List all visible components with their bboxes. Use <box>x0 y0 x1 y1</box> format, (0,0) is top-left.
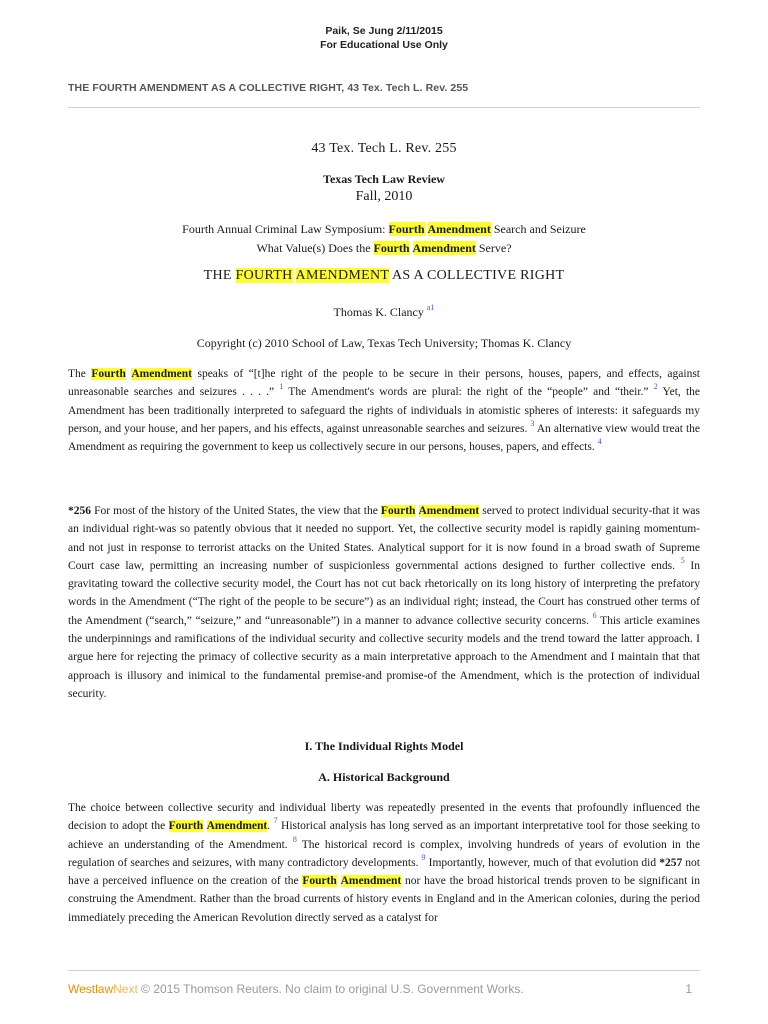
search-highlight: Fourth <box>388 222 425 236</box>
paragraph-text: Historical analysis has long served as an important interpretative tool for those seeking to achieve an understanding of the Amendment. <box>68 820 700 851</box>
header-divider <box>68 107 700 108</box>
copyright-notice: © 2015 Thomson Reuters. No claim to original U.S. Government Works. <box>137 982 524 996</box>
footnote-link[interactable]: 1 <box>279 382 284 392</box>
paragraph-text: The choice between collective security and individual liberty was repeatedly presented in the events that profoundly influenced the decision to adopt the <box>68 802 700 833</box>
subsection-heading: A. Historical Background <box>318 770 450 784</box>
paragraph-text: In gravitating toward the collective security model, the Court has not cut back rhetorically on its long history of interpreting the prefatory words in the Amendment (“The right of the people to be secure”) as an individual right; instead, the Court has construed other terms of the Amendment (“search,” “seizure,” and “unreasonable”) in a manner to advance collective security concerns. <box>68 559 700 627</box>
star-page-marker: *256 <box>68 505 91 517</box>
star-page-marker: *257 <box>659 856 683 869</box>
body-paragraph <box>68 365 700 456</box>
search-highlight: Amendment <box>340 875 402 888</box>
symposium-text: What Value(s) Does the <box>256 241 374 255</box>
search-highlight: Fourth <box>373 241 410 255</box>
search-highlight: Amendment <box>418 505 480 517</box>
footnote-link[interactable]: 9 <box>421 852 426 862</box>
search-highlight: Fourth <box>168 820 204 833</box>
search-highlight: Amendment <box>206 820 268 833</box>
journal-name: Texas Tech Law Review <box>323 172 445 186</box>
header-user-date: Paik, Se Jung 2/11/2015 <box>325 25 443 37</box>
running-title: THE FOURTH AMENDMENT AS A COLLECTIVE RIGHT, 43 Tex. Tech L. Rev. 255 <box>68 82 469 94</box>
copyright-line: Copyright (c) 2010 School of Law, Texas Tech University; Thomas K. Clancy <box>196 336 572 350</box>
paragraph-text: speaks of “[t]he right of the people to be secure in their persons, houses, papers, and effects, against unreasonable searches and seizures . . . .” <box>68 368 701 399</box>
section-heading: I. The Individual Rights Model <box>304 739 464 753</box>
paragraph-text: An alternative view would treat the Amendment as requiring the government to keep us collectively secure in our persons, houses, papers, and effects. <box>68 422 700 454</box>
page-footer <box>68 982 700 996</box>
search-highlight: Fourth <box>380 505 416 517</box>
author-name: Thomas K. Clancy <box>333 305 424 319</box>
paragraph-text: The <box>68 368 92 380</box>
footnote-link[interactable]: 8 <box>292 834 297 844</box>
title-text: AS A COLLECTIVE RIGHT <box>388 268 565 283</box>
body-paragraph <box>68 502 700 703</box>
header-usage-notice: For Educational Use Only <box>320 39 448 51</box>
paragraph-text: Yet, the Amendment has been traditionally interpreted to safeguard the rights of individuals in atomistic spheres of interests: it safeguards my person, and your house, and her papers, and his effects, against unreasonable searches and seizures. <box>68 386 701 435</box>
search-highlight: Fourth <box>302 875 337 888</box>
symposium-heading <box>68 220 700 258</box>
footnote-link[interactable]: 2 <box>653 382 658 392</box>
author-line <box>68 305 700 320</box>
paragraph-text: For most of the history of the United States, the view that the <box>91 505 381 517</box>
paragraph-text: not have a perceived influence on the creation of the <box>68 856 701 888</box>
search-highlight: FOURTH <box>235 268 293 283</box>
paragraph-text: The historical record is complex, involving hundreds of years of evolution in the regulation of searches and seizures, with many contradictory developments. <box>68 838 701 869</box>
symposium-text: Fourth Annual Criminal Law Symposium: <box>182 222 389 236</box>
document-header <box>0 24 768 52</box>
search-highlight: Amendment <box>412 241 476 255</box>
footnote-link[interactable]: a1 <box>426 303 435 312</box>
footnote-link[interactable]: 4 <box>597 437 602 447</box>
footnote-link[interactable]: 3 <box>530 418 535 428</box>
symposium-line-2 <box>68 239 700 258</box>
paragraph-text: This article examines the underpinnings and ramifications of the individual security and collective security models and the trend toward the latter approach. I argue here for rejecting the primacy of collective security as a main interpretative approach to the Amendment and I maintain that that approach is illusory and inimical to the fundamental premise-and promise-of the Amendment, which is the protection of individual security. <box>68 614 700 700</box>
paragraph-text: Importantly, however, much of that evolution did <box>425 856 660 869</box>
citation: 43 Tex. Tech L. Rev. 255 <box>311 141 457 156</box>
paragraph-text: served to protect individual security-that it was an individual right-was so patently obvious that it needed no support. Yet, the collective security model is rapidly gaining momentum-and not just in response to terrorist attacks on the United States. Analytical support for it is now found in a broad swath of Supreme Court case law, permitting an increasing number of suspicionless governmental actions designed to further collective ends. <box>68 505 700 572</box>
symposium-line-1 <box>68 220 700 239</box>
footnote-link[interactable]: 6 <box>592 610 597 620</box>
paragraph-text: . <box>267 820 271 833</box>
search-highlight: Amendment <box>427 222 491 236</box>
search-highlight: Amendment <box>131 368 193 380</box>
search-highlight: Fourth <box>91 368 126 380</box>
symposium-text: Search and Seizure <box>490 222 586 236</box>
footnote-link[interactable]: 7 <box>273 816 278 826</box>
body-paragraph <box>68 799 700 927</box>
westlaw-logo: Westlaw <box>68 982 114 996</box>
westlaw-logo-suffix: Next <box>113 982 138 996</box>
footnote-link[interactable]: 5 <box>680 555 685 565</box>
article-title <box>68 268 700 284</box>
page-number: 1 <box>685 982 692 996</box>
journal-season: Fall, 2010 <box>355 189 413 204</box>
symposium-text: Serve? <box>475 241 512 255</box>
search-highlight: AMENDMENT <box>295 268 389 283</box>
title-text: THE <box>203 268 236 283</box>
paragraph-text: The Amendment's words are plural: the right of the “people” and “their.” <box>283 386 649 399</box>
footer-divider <box>68 970 700 971</box>
paragraph-text: nor have the broad historical trends proven to be significant in construing the Amendment. Rather than the broad currents of history events in England and in the American colonies, during the period immediately preceding the American Revolution directly served as a catalyst for <box>68 875 700 924</box>
